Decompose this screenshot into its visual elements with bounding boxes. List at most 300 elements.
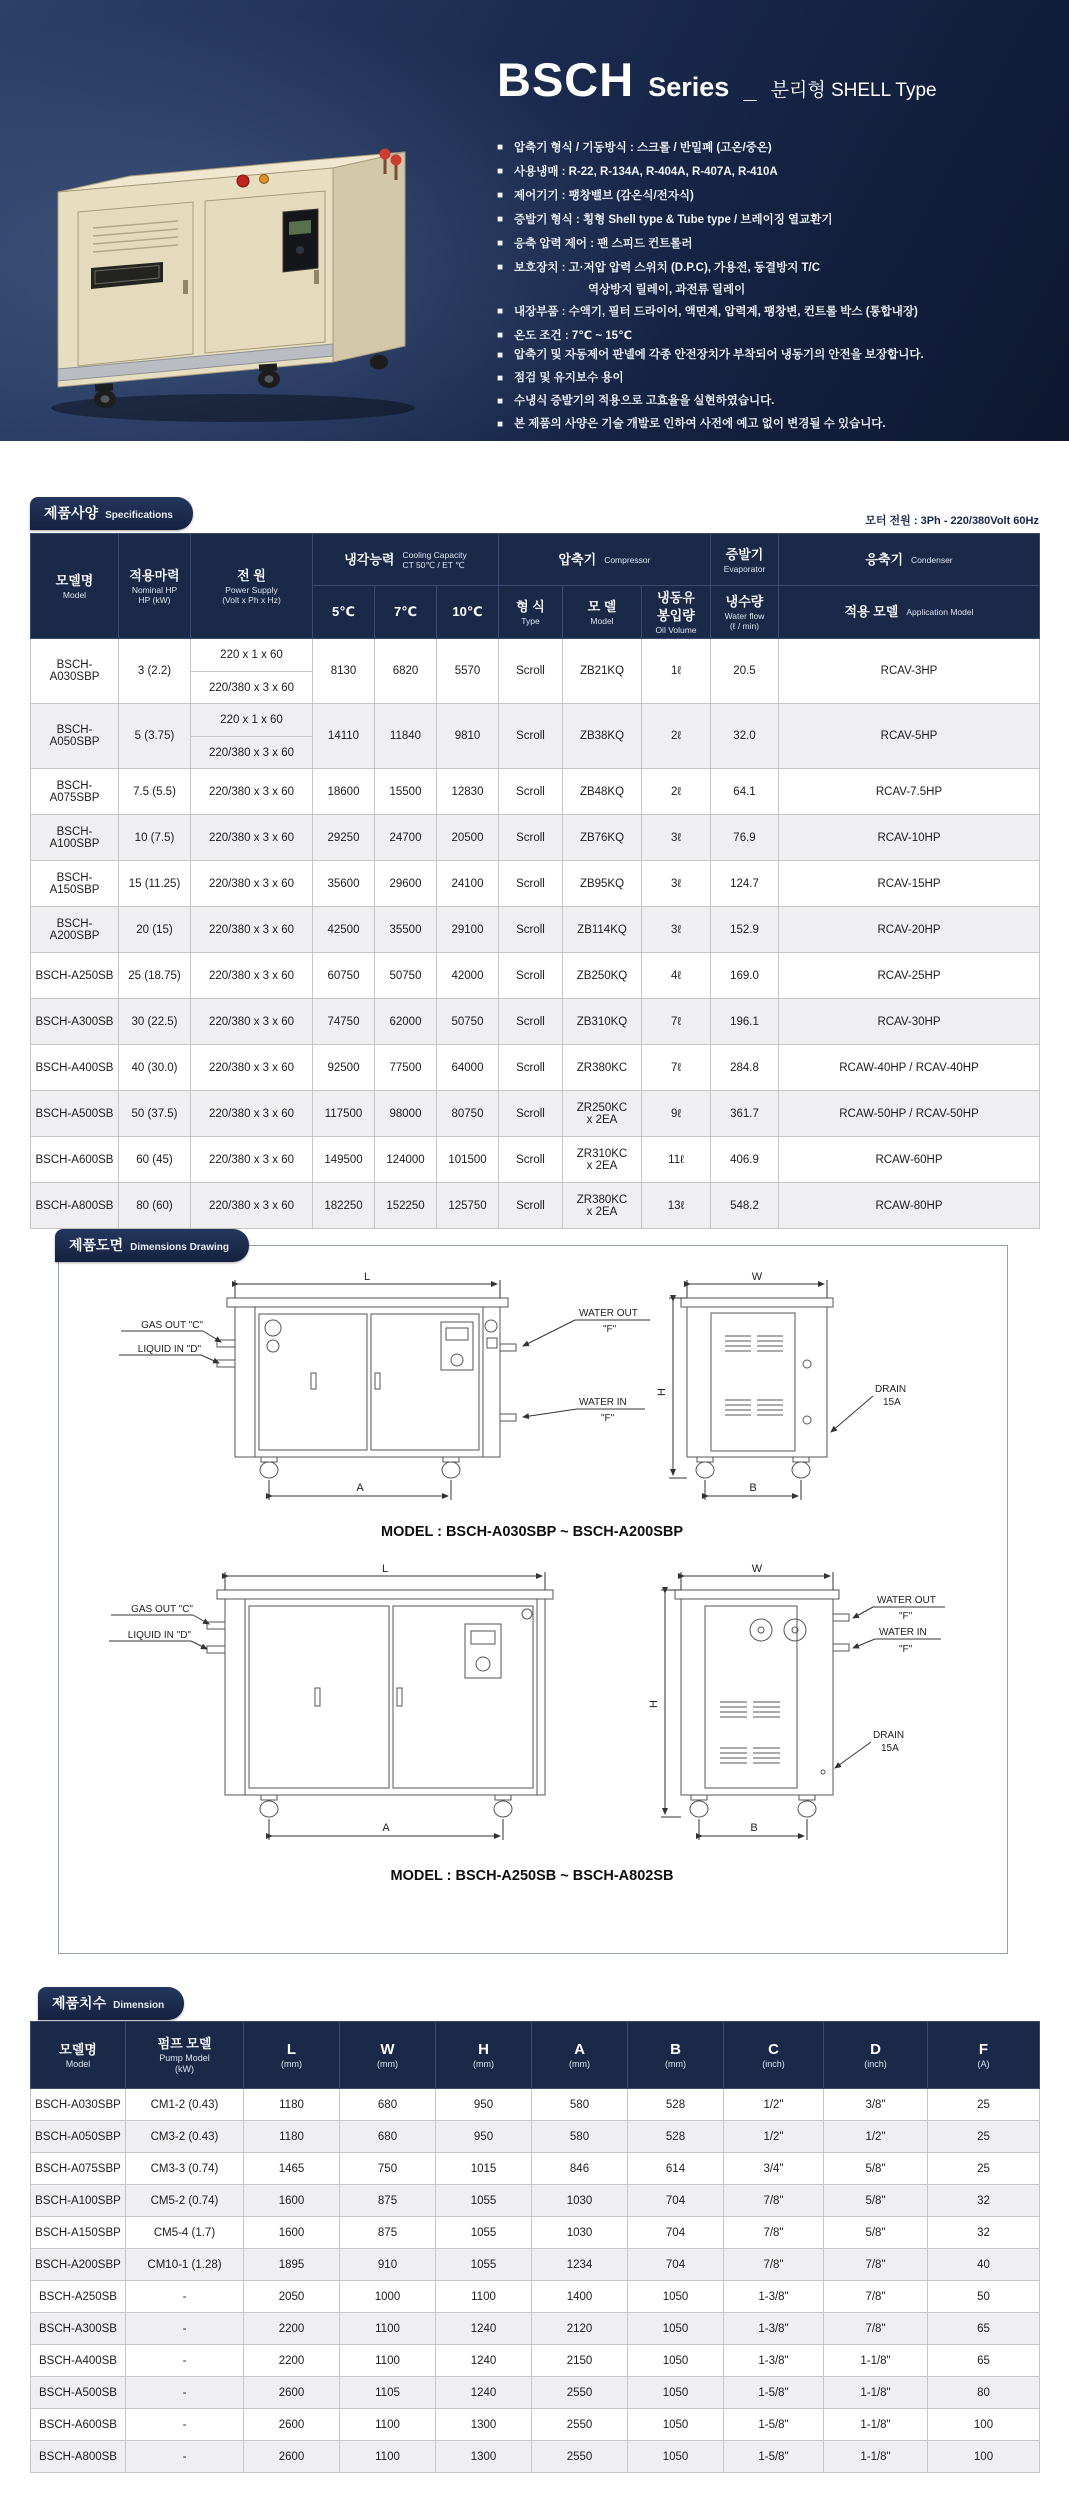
label-drain: DRAIN xyxy=(873,1730,905,1741)
col-header-5c: 5℃ xyxy=(313,586,375,639)
pump-model-cell: CM1-2 (0.43) xyxy=(126,2089,244,2121)
col-header-7c: 7℃ xyxy=(375,586,437,639)
application-model-cell: RCAV-3HP xyxy=(779,639,1040,704)
drawing-caption-large: MODEL : BSCH-A250SB ~ BSCH-A802SB xyxy=(390,1868,674,1884)
w-cell: 1100 xyxy=(340,2313,436,2345)
water-flow-cell: 406.9 xyxy=(711,1137,779,1183)
col-group-cooling: 냉각능력 Cooling Capacity CT 50℃ / ET ℃ xyxy=(313,534,499,586)
hp-cell: 5 (3.75) xyxy=(119,704,191,769)
capacity-5c-cell: 35600 xyxy=(313,861,375,907)
water-flow-cell: 361.7 xyxy=(711,1091,779,1137)
pump-model-cell: CM5-4 (1.7) xyxy=(126,2217,244,2249)
l-cell: 1180 xyxy=(244,2121,340,2153)
d-cell: 7/8" xyxy=(824,2249,928,2281)
col-group-evaporator: 증발기 Evaporator xyxy=(711,534,779,586)
feature-bullet-list xyxy=(497,344,924,436)
label-water-out: WATER OUT xyxy=(579,1308,638,1319)
l-cell: 2600 xyxy=(244,2441,340,2473)
c-cell: 3/4" xyxy=(724,2153,824,2185)
feature-bullet-item: ■ 점검 및 유지보수 용이 xyxy=(497,367,924,390)
b-cell: 1050 xyxy=(628,2377,724,2409)
indicator-button xyxy=(260,175,269,184)
f-cell: 25 xyxy=(928,2121,1040,2153)
dimension-table xyxy=(30,2021,1040,2473)
d-cell: 7/8" xyxy=(824,2281,928,2313)
col-header-a: A (mm) xyxy=(532,2022,628,2089)
compressor-model-cell: ZB76KQ xyxy=(563,815,642,861)
spec-table-row xyxy=(31,1045,1040,1091)
spec-bullet-item: ■ 제어기기 : 팽창밸브 (감온식/전자식) xyxy=(497,184,918,208)
spec-bullet-item: ■ 증발기 형식 : 횡형 Shell type & Tube type / 브레이징 열교환기 xyxy=(497,208,918,232)
power-cell: 220/380 x 3 x 60 xyxy=(191,815,313,861)
f-cell: 100 xyxy=(928,2409,1040,2441)
dimension-table-row xyxy=(31,2409,1040,2441)
a-cell: 846 xyxy=(532,2153,628,2185)
label-drain-size: 15A xyxy=(881,1743,899,1754)
spec-bullet-item: ■ 사용냉매 : R-22, R-134A, R-404A, R-407A, R-410A xyxy=(497,160,918,184)
pump-model-cell: CM3-3 (0.74) xyxy=(126,2153,244,2185)
f-cell: 25 xyxy=(928,2089,1040,2121)
d-cell: 1-1/8" xyxy=(824,2345,928,2377)
f-cell: 25 xyxy=(928,2153,1040,2185)
h-cell: 1240 xyxy=(436,2313,532,2345)
spec-bullet-item: ■ 응축 압력 제어 : 팬 스피드 컨트롤러 xyxy=(497,232,918,256)
series-separator: _ xyxy=(743,77,757,104)
compressor-type-cell: Scroll xyxy=(499,815,563,861)
capacity-5c-cell: 8130 xyxy=(313,639,375,704)
capacity-5c-cell: 60750 xyxy=(313,953,375,999)
hp-cell: 10 (7.5) xyxy=(119,815,191,861)
compressor-model-cell: ZB95KQ xyxy=(563,861,642,907)
spec-table-row xyxy=(31,1091,1040,1137)
capacity-7c-cell: 124000 xyxy=(375,1137,437,1183)
col-header-c: C (inch) xyxy=(724,2022,824,2089)
f-cell: 80 xyxy=(928,2377,1040,2409)
f-cell: 50 xyxy=(928,2281,1040,2313)
col-header-d: D (inch) xyxy=(824,2022,928,2089)
compressor-model-cell: ZB48KQ xyxy=(563,769,642,815)
compressor-model-cell: ZB310KQ xyxy=(563,999,642,1045)
water-flow-cell: 64.1 xyxy=(711,769,779,815)
series-word: Series xyxy=(648,72,730,102)
oil-volume-cell: 4ℓ xyxy=(642,953,711,999)
hp-cell: 60 (45) xyxy=(119,1137,191,1183)
compressor-type-cell: Scroll xyxy=(499,769,563,815)
compressor-type-cell: Scroll xyxy=(499,999,563,1045)
capacity-10c-cell: 64000 xyxy=(437,1045,499,1091)
c-cell: 1-3/8" xyxy=(724,2281,824,2313)
pump-model-cell: - xyxy=(126,2281,244,2313)
spec-bullet-item: ■ 온도 조건 : 7℃ ~ 15℃ xyxy=(497,324,918,348)
application-model-cell: RCAV-20HP xyxy=(779,907,1040,953)
w-cell: 680 xyxy=(340,2089,436,2121)
motor-power-note: 모터 전원 : 3Ph - 220/380Volt 60Hz xyxy=(865,515,1039,527)
drawing-caption-small: MODEL : BSCH-A030SBP ~ BSCH-A200SBP xyxy=(380,1524,684,1540)
c-cell: 7/8" xyxy=(724,2185,824,2217)
compressor-type-cell: Scroll xyxy=(499,1137,563,1183)
compressor-type-cell: Scroll xyxy=(499,861,563,907)
w-cell: 910 xyxy=(340,2249,436,2281)
hp-cell: 3 (2.2) xyxy=(119,639,191,704)
a-cell: 2120 xyxy=(532,2313,628,2345)
col-header-comp-model: 모 델 Model xyxy=(563,586,642,639)
application-model-cell: RCAV-25HP xyxy=(779,953,1040,999)
power-cell: 220/380 x 3 x 60 xyxy=(191,861,313,907)
tab-specifications-en: Specifications xyxy=(105,510,173,521)
label-drain: DRAIN xyxy=(875,1384,907,1395)
col-header-10c: 10℃ xyxy=(437,586,499,639)
dimension-table-row xyxy=(31,2185,1040,2217)
emergency-button xyxy=(237,175,249,187)
hp-cell: 25 (18.75) xyxy=(119,953,191,999)
a-cell: 2550 xyxy=(532,2409,628,2441)
hp-cell: 7.5 (5.5) xyxy=(119,769,191,815)
power-cell: 220/380 x 3 x 60 xyxy=(191,769,313,815)
water-flow-cell: 20.5 xyxy=(711,639,779,704)
h-cell: 1015 xyxy=(436,2153,532,2185)
capacity-7c-cell: 15500 xyxy=(375,769,437,815)
h-cell: 1240 xyxy=(436,2345,532,2377)
oil-volume-cell: 7ℓ xyxy=(642,1045,711,1091)
pump-model-cell: - xyxy=(126,2441,244,2473)
pump-model-cell: - xyxy=(126,2345,244,2377)
application-model-cell: RCAW-40HP / RCAV-40HP xyxy=(779,1045,1040,1091)
label-water-out-port: "F" xyxy=(603,1324,617,1335)
model-cell: BSCH-A600SB xyxy=(31,1137,119,1183)
col-header-w: W (mm) xyxy=(340,2022,436,2089)
model-cell: BSCH-A030SBP xyxy=(31,2089,126,2121)
h-cell: 1055 xyxy=(436,2185,532,2217)
water-flow-cell: 32.0 xyxy=(711,704,779,769)
application-model-cell: RCAV-5HP xyxy=(779,704,1040,769)
application-model-cell: RCAW-50HP / RCAV-50HP xyxy=(779,1091,1040,1137)
hero-header xyxy=(0,0,1069,441)
feature-bullet-item: ■ 수냉식 증발기의 적용으로 고효율을 실현하였습니다. xyxy=(497,390,924,413)
oil-volume-cell: 2ℓ xyxy=(642,769,711,815)
hp-cell: 50 (37.5) xyxy=(119,1091,191,1137)
capacity-7c-cell: 77500 xyxy=(375,1045,437,1091)
label-water-in: WATER IN xyxy=(579,1397,627,1408)
h-cell: 950 xyxy=(436,2121,532,2153)
power-cell: 220 x 1 x 60 220/380 x 3 x 60 xyxy=(191,704,313,769)
dimension-table-row xyxy=(31,2217,1040,2249)
col-header-oil: 냉동유 봉입량 Oil Volume xyxy=(642,586,711,639)
l-cell: 1465 xyxy=(244,2153,340,2185)
w-cell: 1105 xyxy=(340,2377,436,2409)
l-cell: 2200 xyxy=(244,2345,340,2377)
water-flow-cell: 548.2 xyxy=(711,1183,779,1229)
compressor-model-cell: ZB38KQ xyxy=(563,704,642,769)
capacity-7c-cell: 24700 xyxy=(375,815,437,861)
spec-table-row xyxy=(31,704,1040,769)
capacity-10c-cell: 9810 xyxy=(437,704,499,769)
dim-A: A xyxy=(356,1482,364,1494)
spec-bullet-item: ■ 내장부품 : 수액기, 필터 드라이어, 액면계, 압력계, 팽창변, 컨트롤 박스 (통합내장) xyxy=(497,300,918,324)
col-header-model: 모델명 Model xyxy=(31,534,119,639)
b-cell: 614 xyxy=(628,2153,724,2185)
w-cell: 750 xyxy=(340,2153,436,2185)
dimension-table-row xyxy=(31,2441,1040,2473)
col-header-h: H (mm) xyxy=(436,2022,532,2089)
f-cell: 100 xyxy=(928,2441,1040,2473)
capacity-10c-cell: 80750 xyxy=(437,1091,499,1137)
compressor-model-cell: ZR380KC xyxy=(563,1045,642,1091)
w-cell: 1100 xyxy=(340,2345,436,2377)
capacity-5c-cell: 92500 xyxy=(313,1045,375,1091)
dim-H: H xyxy=(648,1700,660,1708)
model-cell: BSCH-A300SB xyxy=(31,999,119,1045)
label-liquid-in: LIQUID IN "D" xyxy=(127,1630,191,1641)
model-cell: BSCH-A050SBP xyxy=(31,704,119,769)
a-cell: 1234 xyxy=(532,2249,628,2281)
hp-cell: 40 (30.0) xyxy=(119,1045,191,1091)
c-cell: 1-5/8" xyxy=(724,2441,824,2473)
capacity-10c-cell: 29100 xyxy=(437,907,499,953)
w-cell: 680 xyxy=(340,2121,436,2153)
model-cell: BSCH-A250SB xyxy=(31,953,119,999)
dimension-table-row xyxy=(31,2281,1040,2313)
label-water-in-port: "F" xyxy=(899,1644,913,1655)
dim-H: H xyxy=(656,1388,668,1396)
application-model-cell: RCAW-80HP xyxy=(779,1183,1040,1229)
model-cell: BSCH-A100SBP xyxy=(31,815,119,861)
spec-table-row xyxy=(31,769,1040,815)
model-cell: BSCH-A400SB xyxy=(31,2345,126,2377)
water-flow-cell: 169.0 xyxy=(711,953,779,999)
model-cell: BSCH-A300SB xyxy=(31,2313,126,2345)
b-cell: 1050 xyxy=(628,2409,724,2441)
pump-model-cell: CM3-2 (0.43) xyxy=(126,2121,244,2153)
d-cell: 1-1/8" xyxy=(824,2409,928,2441)
capacity-10c-cell: 12830 xyxy=(437,769,499,815)
d-cell: 5/8" xyxy=(824,2153,928,2185)
label-gas-out: GAS OUT "C" xyxy=(131,1604,193,1615)
water-flow-cell: 124.7 xyxy=(711,861,779,907)
w-cell: 1100 xyxy=(340,2409,436,2441)
f-cell: 65 xyxy=(928,2345,1040,2377)
label-water-out: WATER OUT xyxy=(877,1595,936,1606)
dimension-table-row xyxy=(31,2313,1040,2345)
oil-volume-cell: 7ℓ xyxy=(642,999,711,1045)
col-header-water-flow: 냉수량 Water flow (ℓ / min) xyxy=(711,586,779,639)
a-cell: 1400 xyxy=(532,2281,628,2313)
tab-specifications xyxy=(30,497,193,530)
a-cell: 1030 xyxy=(532,2185,628,2217)
compressor-model-cell: ZR380KC x 2EA xyxy=(563,1183,642,1229)
h-cell: 1240 xyxy=(436,2377,532,2409)
w-cell: 1000 xyxy=(340,2281,436,2313)
series-code: BSCH xyxy=(497,53,635,106)
dimension-table-row xyxy=(31,2153,1040,2185)
model-cell: BSCH-A800SB xyxy=(31,2441,126,2473)
power-cell: 220/380 x 3 x 60 xyxy=(191,1137,313,1183)
l-cell: 1895 xyxy=(244,2249,340,2281)
feature-bullet-item: ■ 압축기 및 자동제어 판넬에 각종 안전장치가 부착되어 냉동기의 안전을 보장합니다. xyxy=(497,344,924,367)
spec-bullet-item: ■ 보호장치 : 고·저압 압력 스위치 (D.P.C), 가용전, 동결방지 T/C 역상방지 릴레이, 과전류 릴레이 xyxy=(497,256,918,300)
oil-volume-cell: 3ℓ xyxy=(642,907,711,953)
model-cell: BSCH-A150SBP xyxy=(31,2217,126,2249)
b-cell: 528 xyxy=(628,2089,724,2121)
compressor-type-cell: Scroll xyxy=(499,704,563,769)
capacity-7c-cell: 11840 xyxy=(375,704,437,769)
application-model-cell: RCAW-60HP xyxy=(779,1137,1040,1183)
hp-cell: 80 (60) xyxy=(119,1183,191,1229)
power-cell: 220/380 x 3 x 60 xyxy=(191,907,313,953)
label-water-in: WATER IN xyxy=(879,1627,927,1638)
model-cell: BSCH-A075SBP xyxy=(31,769,119,815)
l-cell: 2600 xyxy=(244,2377,340,2409)
col-header-power: 전 원 Power Supply (Volt x Ph x Hz) xyxy=(191,534,313,639)
dimension-table-row xyxy=(31,2377,1040,2409)
dim-W: W xyxy=(751,1563,763,1575)
tab-dimensions-drawing xyxy=(55,1229,249,1262)
pump-model-cell: - xyxy=(126,2409,244,2441)
h-cell: 950 xyxy=(436,2089,532,2121)
product-photo xyxy=(33,72,433,432)
col-header-l: L (mm) xyxy=(244,2022,340,2089)
capacity-10c-cell: 5570 xyxy=(437,639,499,704)
l-cell: 1180 xyxy=(244,2089,340,2121)
col-header-pump-model: 펌프 모델 Pump Model (kW) xyxy=(126,2022,244,2089)
model-cell: BSCH-A200SBP xyxy=(31,2249,126,2281)
capacity-5c-cell: 42500 xyxy=(313,907,375,953)
compressor-type-cell: Scroll xyxy=(499,907,563,953)
l-cell: 1600 xyxy=(244,2185,340,2217)
model-cell: BSCH-A500SB xyxy=(31,1091,119,1137)
l-cell: 2200 xyxy=(244,2313,340,2345)
capacity-5c-cell: 29250 xyxy=(313,815,375,861)
capacity-10c-cell: 42000 xyxy=(437,953,499,999)
d-cell: 5/8" xyxy=(824,2185,928,2217)
capacity-7c-cell: 50750 xyxy=(375,953,437,999)
c-cell: 1/2" xyxy=(724,2089,824,2121)
spec-table-row xyxy=(31,639,1040,704)
oil-volume-cell: 3ℓ xyxy=(642,861,711,907)
spec-bullet-item: ■ 압축기 형식 / 기동방식 : 스크롤 / 반밀폐 (고온/중온) xyxy=(497,136,918,160)
l-cell: 1600 xyxy=(244,2217,340,2249)
hp-cell: 30 (22.5) xyxy=(119,999,191,1045)
compressor-type-cell: Scroll xyxy=(499,953,563,999)
dim-A: A xyxy=(382,1822,390,1834)
spec-table-row xyxy=(31,1183,1040,1229)
dim-L: L xyxy=(363,1271,371,1283)
capacity-10c-cell: 101500 xyxy=(437,1137,499,1183)
water-flow-cell: 152.9 xyxy=(711,907,779,953)
label-water-out-port: "F" xyxy=(899,1611,913,1622)
capacity-5c-cell: 18600 xyxy=(313,769,375,815)
capacity-7c-cell: 35500 xyxy=(375,907,437,953)
f-cell: 65 xyxy=(928,2313,1040,2345)
control-window xyxy=(283,209,318,272)
d-cell: 7/8" xyxy=(824,2313,928,2345)
h-cell: 1300 xyxy=(436,2409,532,2441)
a-cell: 580 xyxy=(532,2121,628,2153)
model-cell: BSCH-A100SBP xyxy=(31,2185,126,2217)
drawing-small-models xyxy=(75,1268,995,1518)
l-cell: 2600 xyxy=(244,2409,340,2441)
model-cell: BSCH-A030SBP xyxy=(31,639,119,704)
pump-model-cell: - xyxy=(126,2377,244,2409)
model-cell: BSCH-A250SB xyxy=(31,2281,126,2313)
f-cell: 32 xyxy=(928,2185,1040,2217)
c-cell: 7/8" xyxy=(724,2217,824,2249)
pump-model-cell: CM5-2 (0.74) xyxy=(126,2185,244,2217)
capacity-7c-cell: 29600 xyxy=(375,861,437,907)
pump-model-cell: - xyxy=(126,2313,244,2345)
page-title xyxy=(497,52,937,107)
oil-volume-cell: 3ℓ xyxy=(642,815,711,861)
h-cell: 1300 xyxy=(436,2441,532,2473)
capacity-7c-cell: 98000 xyxy=(375,1091,437,1137)
dimension-table-row xyxy=(31,2121,1040,2153)
f-cell: 32 xyxy=(928,2217,1040,2249)
oil-volume-cell: 11ℓ xyxy=(642,1137,711,1183)
model-cell: BSCH-A150SBP xyxy=(31,861,119,907)
a-cell: 2550 xyxy=(532,2377,628,2409)
oil-volume-cell: 2ℓ xyxy=(642,704,711,769)
capacity-10c-cell: 50750 xyxy=(437,999,499,1045)
d-cell: 1/2" xyxy=(824,2121,928,2153)
compressor-model-cell: ZR250KC x 2EA xyxy=(563,1091,642,1137)
power-cell: 220/380 x 3 x 60 xyxy=(191,953,313,999)
c-cell: 1-3/8" xyxy=(724,2345,824,2377)
capacity-5c-cell: 74750 xyxy=(313,999,375,1045)
b-cell: 1050 xyxy=(628,2441,724,2473)
a-cell: 2550 xyxy=(532,2441,628,2473)
w-cell: 875 xyxy=(340,2185,436,2217)
d-cell: 1-1/8" xyxy=(824,2441,928,2473)
water-flow-cell: 284.8 xyxy=(711,1045,779,1091)
tab-specifications-ko: 제품사양 xyxy=(44,505,99,521)
l-cell: 2050 xyxy=(244,2281,340,2313)
col-group-condenser: 응축기 Condenser xyxy=(779,534,1040,586)
col-header-b: B (mm) xyxy=(628,2022,724,2089)
tab-dimension xyxy=(38,1987,184,2020)
dim-B: B xyxy=(749,1482,757,1494)
model-cell: BSCH-A050SBP xyxy=(31,2121,126,2153)
model-cell: BSCH-A400SB xyxy=(31,1045,119,1091)
d-cell: 5/8" xyxy=(824,2217,928,2249)
spec-table-row xyxy=(31,1137,1040,1183)
oil-volume-cell: 1ℓ xyxy=(642,639,711,704)
power-cell: 220 x 1 x 60 220/380 x 3 x 60 xyxy=(191,639,313,704)
dim-W: W xyxy=(751,1271,763,1283)
col-header-f: F (A) xyxy=(928,2022,1040,2089)
compressor-type-cell: Scroll xyxy=(499,1091,563,1137)
capacity-5c-cell: 117500 xyxy=(313,1091,375,1137)
specifications-table xyxy=(30,533,1040,1229)
power-cell: 220/380 x 3 x 60 xyxy=(191,1045,313,1091)
water-flow-cell: 196.1 xyxy=(711,999,779,1045)
dim-L: L xyxy=(381,1563,389,1575)
dimension-table-row xyxy=(31,2345,1040,2377)
a-cell: 1030 xyxy=(532,2217,628,2249)
c-cell: 1-3/8" xyxy=(724,2313,824,2345)
b-cell: 1050 xyxy=(628,2281,724,2313)
w-cell: 875 xyxy=(340,2217,436,2249)
label-drain-size: 15A xyxy=(883,1397,901,1408)
application-model-cell: RCAV-15HP xyxy=(779,861,1040,907)
power-cell: 220/380 x 3 x 60 xyxy=(191,1183,313,1229)
spec-table-row xyxy=(31,815,1040,861)
w-cell: 1100 xyxy=(340,2441,436,2473)
c-cell: 1-5/8" xyxy=(724,2377,824,2409)
b-cell: 704 xyxy=(628,2249,724,2281)
spec-table-row xyxy=(31,953,1040,999)
capacity-10c-cell: 24100 xyxy=(437,861,499,907)
pump-model-cell: CM10-1 (1.28) xyxy=(126,2249,244,2281)
spec-bullet-list xyxy=(497,136,918,348)
